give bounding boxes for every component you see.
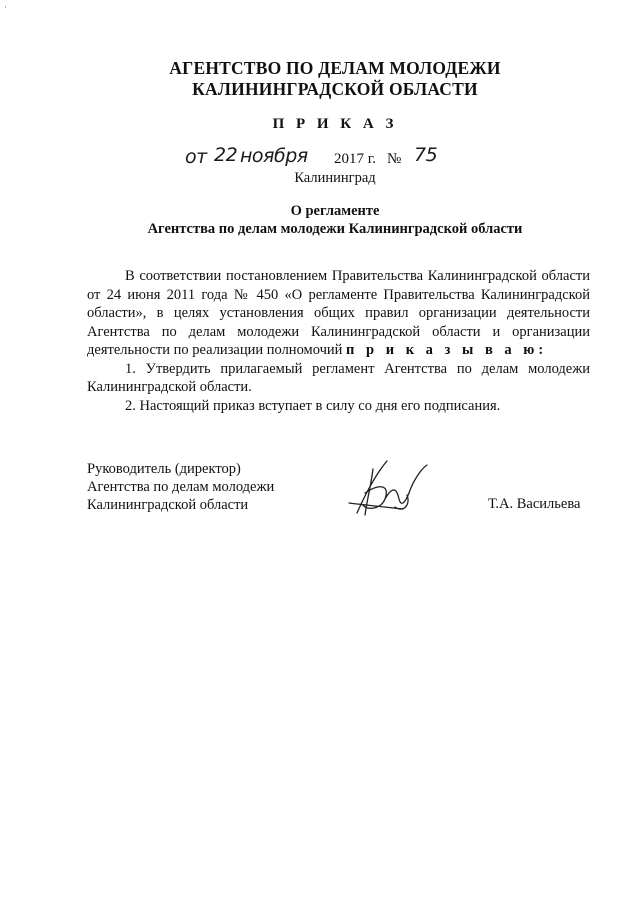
handwritten-ot: от <box>185 146 207 168</box>
handwritten-month: ноября <box>240 145 308 167</box>
subject-line1: О регламенте <box>290 203 380 219</box>
agency-title-line1: АГЕНТСТВО ПО ДЕЛАМ МОЛОДЕЖИ <box>169 58 501 78</box>
order-word: п р и к а з ы в а ю: <box>346 342 548 358</box>
signer-name: Т.А. Васильева <box>488 496 581 512</box>
paragraph-1-text: В соответствии постановлением Правительства Калининградской области от 24 июня 2011 года № 450 «О регламенте Правительства Калининградской области», в целях установления общих правил организации деятельности Агентства по делам молодежи Калининградской области и организации деятельности по реализации полномочий <box>87 268 590 358</box>
position-line3: Калининградской области <box>87 497 249 513</box>
handwritten-day: 22 <box>214 144 238 166</box>
date-number-row <box>0 144 640 172</box>
document-type: П Р И К А З <box>272 116 398 132</box>
handwritten-number: 75 <box>414 144 438 166</box>
number-sign: № <box>387 151 402 167</box>
position-line2: Агентства по делам молодежи <box>87 479 275 495</box>
position-line1: Руководитель (директор) <box>87 461 241 477</box>
year: 2017 г. <box>334 151 376 167</box>
scan-mark: · <box>4 2 7 12</box>
body-paragraph-1 <box>87 267 590 360</box>
agency-title <box>0 58 640 100</box>
body-item-1: 1. Утвердить прилагаемый регламент Агентства по делам молодежи Калининградской области. <box>87 360 590 395</box>
signatory-position <box>87 460 274 514</box>
agency-title-line2: КАЛИНИНГРАДСКОЙ ОБЛАСТИ <box>192 79 478 99</box>
city: Калининград <box>294 170 376 186</box>
body-item-2: 2. Настоящий приказ вступает в силу со дня его подписания. <box>125 397 501 414</box>
handwritten-signature <box>345 455 435 520</box>
subject-line2: Агентства по делам молодежи Калининградской области <box>147 221 523 237</box>
document-body <box>87 267 590 415</box>
document-subject <box>0 202 640 238</box>
